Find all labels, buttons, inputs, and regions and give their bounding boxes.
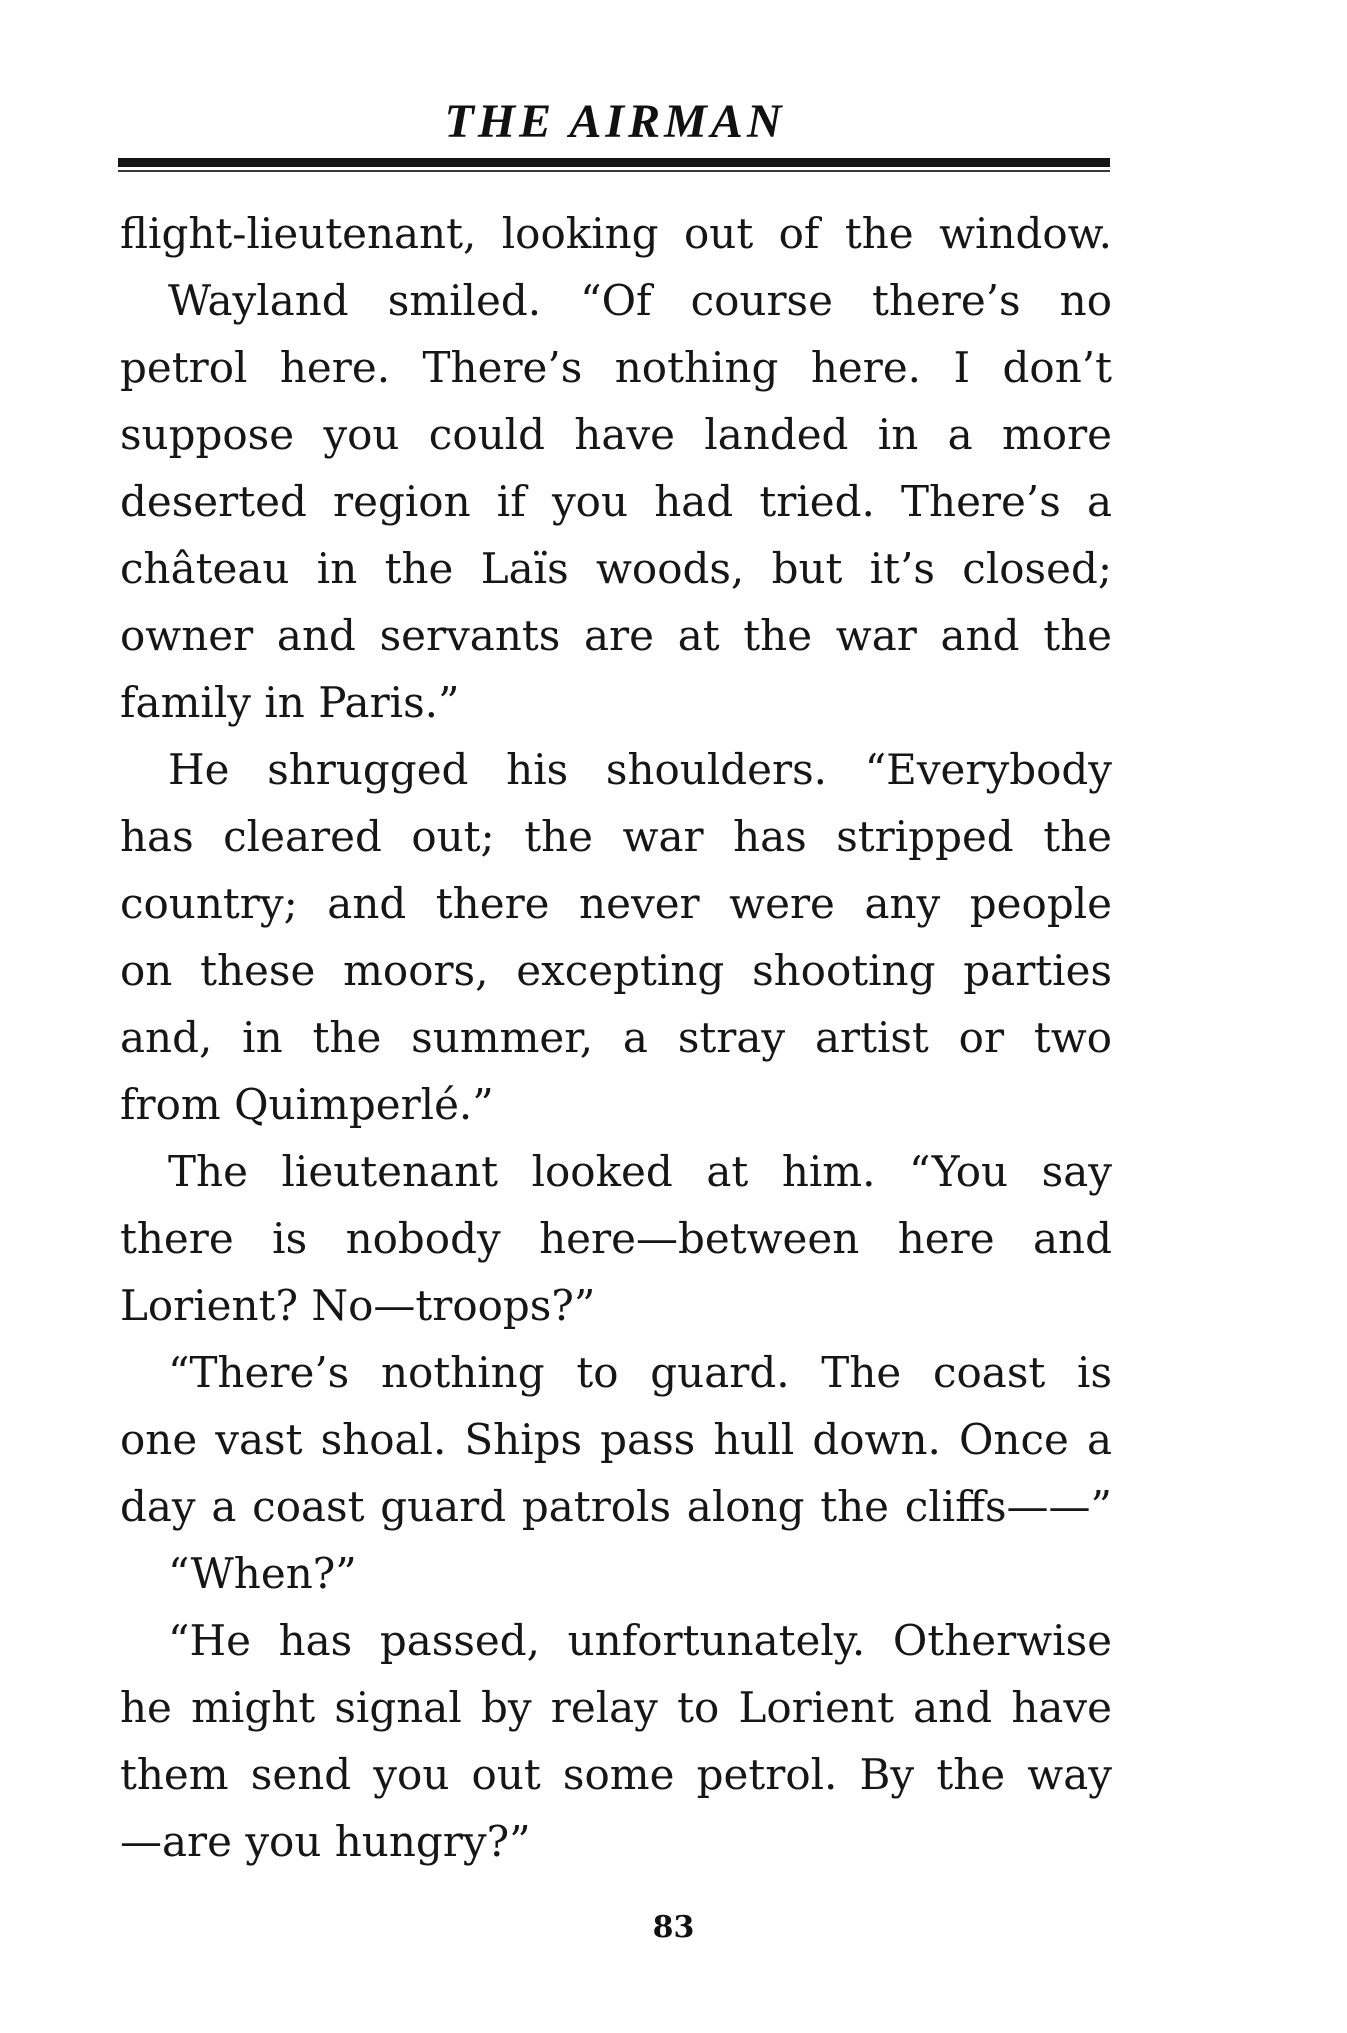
text-line: and, in the summer, a stray artist or two: [120, 1013, 1112, 1062]
text-line: he might signal by relay to Lorient and have: [120, 1683, 1112, 1732]
text-line: country; and there never were any people: [120, 879, 1112, 928]
header-rule-thin: [118, 170, 1110, 172]
text-line: petrol here. There’s nothing here. I don’t: [120, 343, 1112, 392]
text-line: them send you out some petrol. By the way: [120, 1750, 1112, 1799]
text-line: “When?”: [168, 1549, 357, 1598]
text-line: château in the Laïs woods, but it’s closed;: [120, 544, 1112, 593]
text-line: on these moors, excepting shooting parties: [120, 946, 1112, 995]
text-line: family in Paris.”: [120, 678, 460, 727]
text-line: flight-lieutenant, looking out of the window.: [120, 209, 1112, 258]
text-line: suppose you could have landed in a more: [120, 410, 1112, 459]
text-line: one vast shoal. Ships pass hull down. Once a: [120, 1415, 1112, 1464]
text-line: Wayland smiled. “Of course there’s no: [168, 276, 1112, 325]
body-text: [120, 200, 1112, 1875]
text-line: He shrugged his shoulders. “Everybody: [168, 745, 1112, 794]
text-line: day a coast guard patrols along the cliffs——”: [120, 1482, 1112, 1531]
text-line: —are you hungry?”: [120, 1817, 531, 1866]
page-number: 83: [652, 1910, 695, 1945]
text-line: owner and servants are at the war and the: [120, 611, 1112, 660]
running-head: THE AIRMAN: [444, 95, 786, 148]
text-line: has cleared out; the war has stripped the: [120, 812, 1112, 861]
text-line: “There’s nothing to guard. The coast is: [168, 1348, 1112, 1397]
text-line: there is nobody here—between here and: [120, 1214, 1112, 1263]
header-rule-thick: [118, 158, 1110, 167]
text-line: deserted region if you had tried. There’s a: [120, 477, 1112, 526]
text-line: “He has passed, unfortunately. Otherwise: [168, 1616, 1112, 1665]
text-line: The lieutenant looked at him. “You say: [168, 1147, 1112, 1196]
text-line: Lorient? No—troops?”: [120, 1281, 596, 1330]
text-line: from Quimperlé.”: [120, 1080, 494, 1129]
